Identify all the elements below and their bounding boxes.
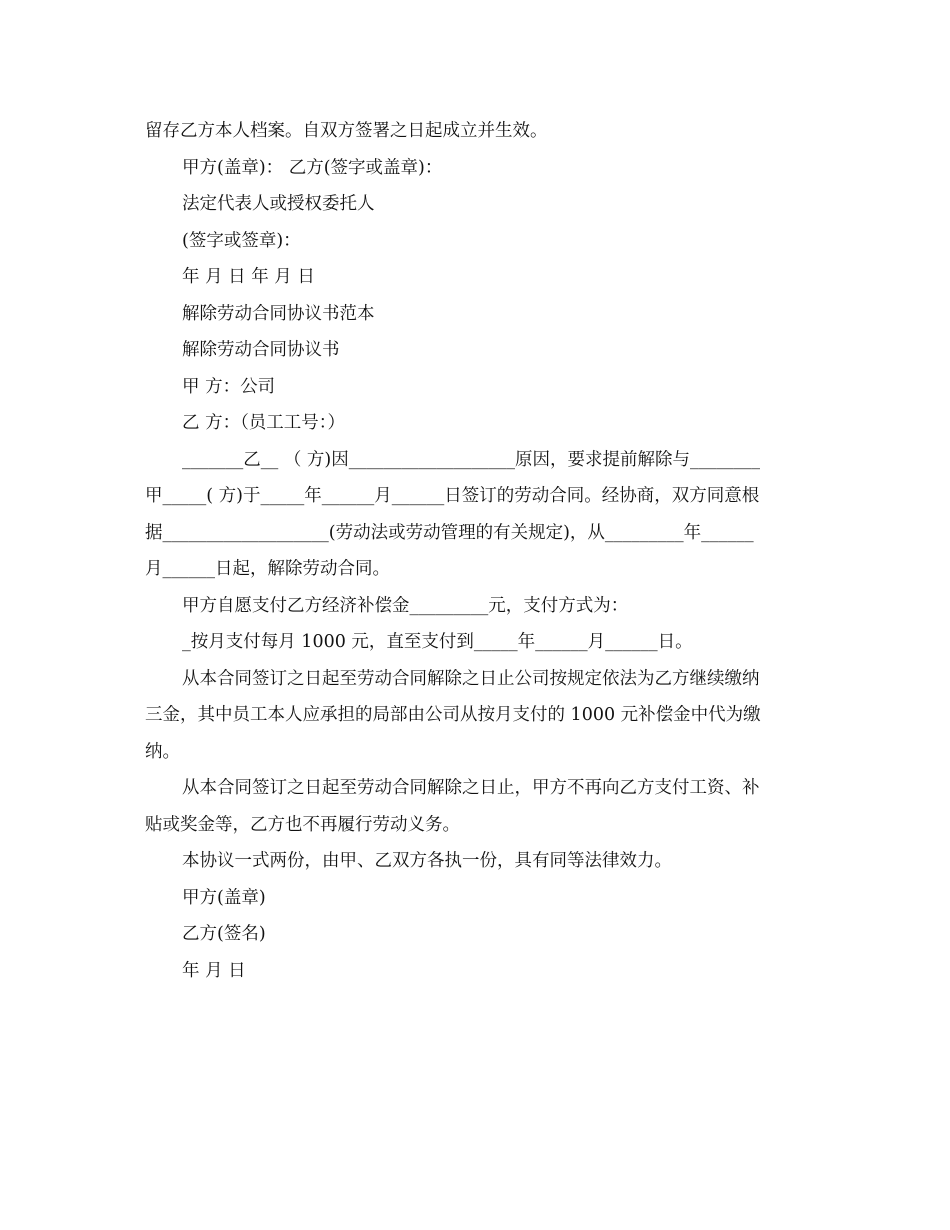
- section-title-template: 解除劳动合同协议书范本: [182, 303, 375, 324]
- text-line-insurance-1: 从本合同签订之日起至劳动合同解除之日止公司按规定依法为乙方继续缴纳: [182, 668, 760, 689]
- party-a-line: 甲 方：公司: [182, 376, 276, 397]
- text-line-reason: _______乙__ （ 方)因___________________原因，要求提前解除与________: [182, 449, 760, 470]
- text-line-payment-method: _按月支付每月 1000 元，直至支付到_____年______月______日。: [182, 632, 693, 652]
- document-body: [145, 113, 810, 989]
- text-line-signature: (签字或签章)：: [182, 230, 301, 251]
- text-line-legal-basis: 据___________________(劳动法或劳动管理的有关规定)，从_________年______: [145, 522, 754, 543]
- party-b-line: 乙 方：（员工工号：）: [182, 413, 346, 433]
- text-line-insurance-3: 纳。: [145, 741, 180, 762]
- text-line-date-pair: 年 月 日 年 月 日: [182, 267, 315, 287]
- section-title-agreement: 解除劳动合同协议书: [182, 340, 340, 360]
- text-line-party-seal: 甲方(盖章)： 乙方(签字或盖章)：: [182, 157, 443, 178]
- text-line-copies: 本协议一式两份，由甲、乙双方各执一份，具有同等法律效力。: [182, 851, 672, 871]
- text-line-contract-date: 甲_____( 方)于_____年______月______日签订的劳动合同。经协商，双方同意根: [145, 486, 760, 506]
- signature-party-b: 乙方(签名): [182, 924, 266, 944]
- text-line-legal-rep: 法定代表人或授权委托人: [182, 194, 375, 214]
- text-line-termination-date: 月______日起，解除劳动合同。: [145, 559, 390, 579]
- text-line-archive: 留存乙方本人档案。自双方签署之日起成立并生效。: [145, 121, 548, 141]
- text-line-no-wages-1: 从本合同签订之日起至劳动合同解除之日止，甲方不再向乙方支付工资、补: [182, 778, 760, 798]
- text-line-compensation: 甲方自愿支付乙方经济补偿金_________元，支付方式为：: [182, 595, 629, 616]
- signature-party-a: 甲方(盖章): [182, 887, 266, 908]
- signature-date: 年 月 日: [182, 960, 246, 981]
- text-line-insurance-2: 三金，其中员工本人应承担的局部由公司从按月支付的 1000 元补偿金中代为缴: [145, 705, 761, 725]
- text-line-no-wages-2: 贴或奖金等，乙方也不再履行劳动义务。: [145, 814, 460, 835]
